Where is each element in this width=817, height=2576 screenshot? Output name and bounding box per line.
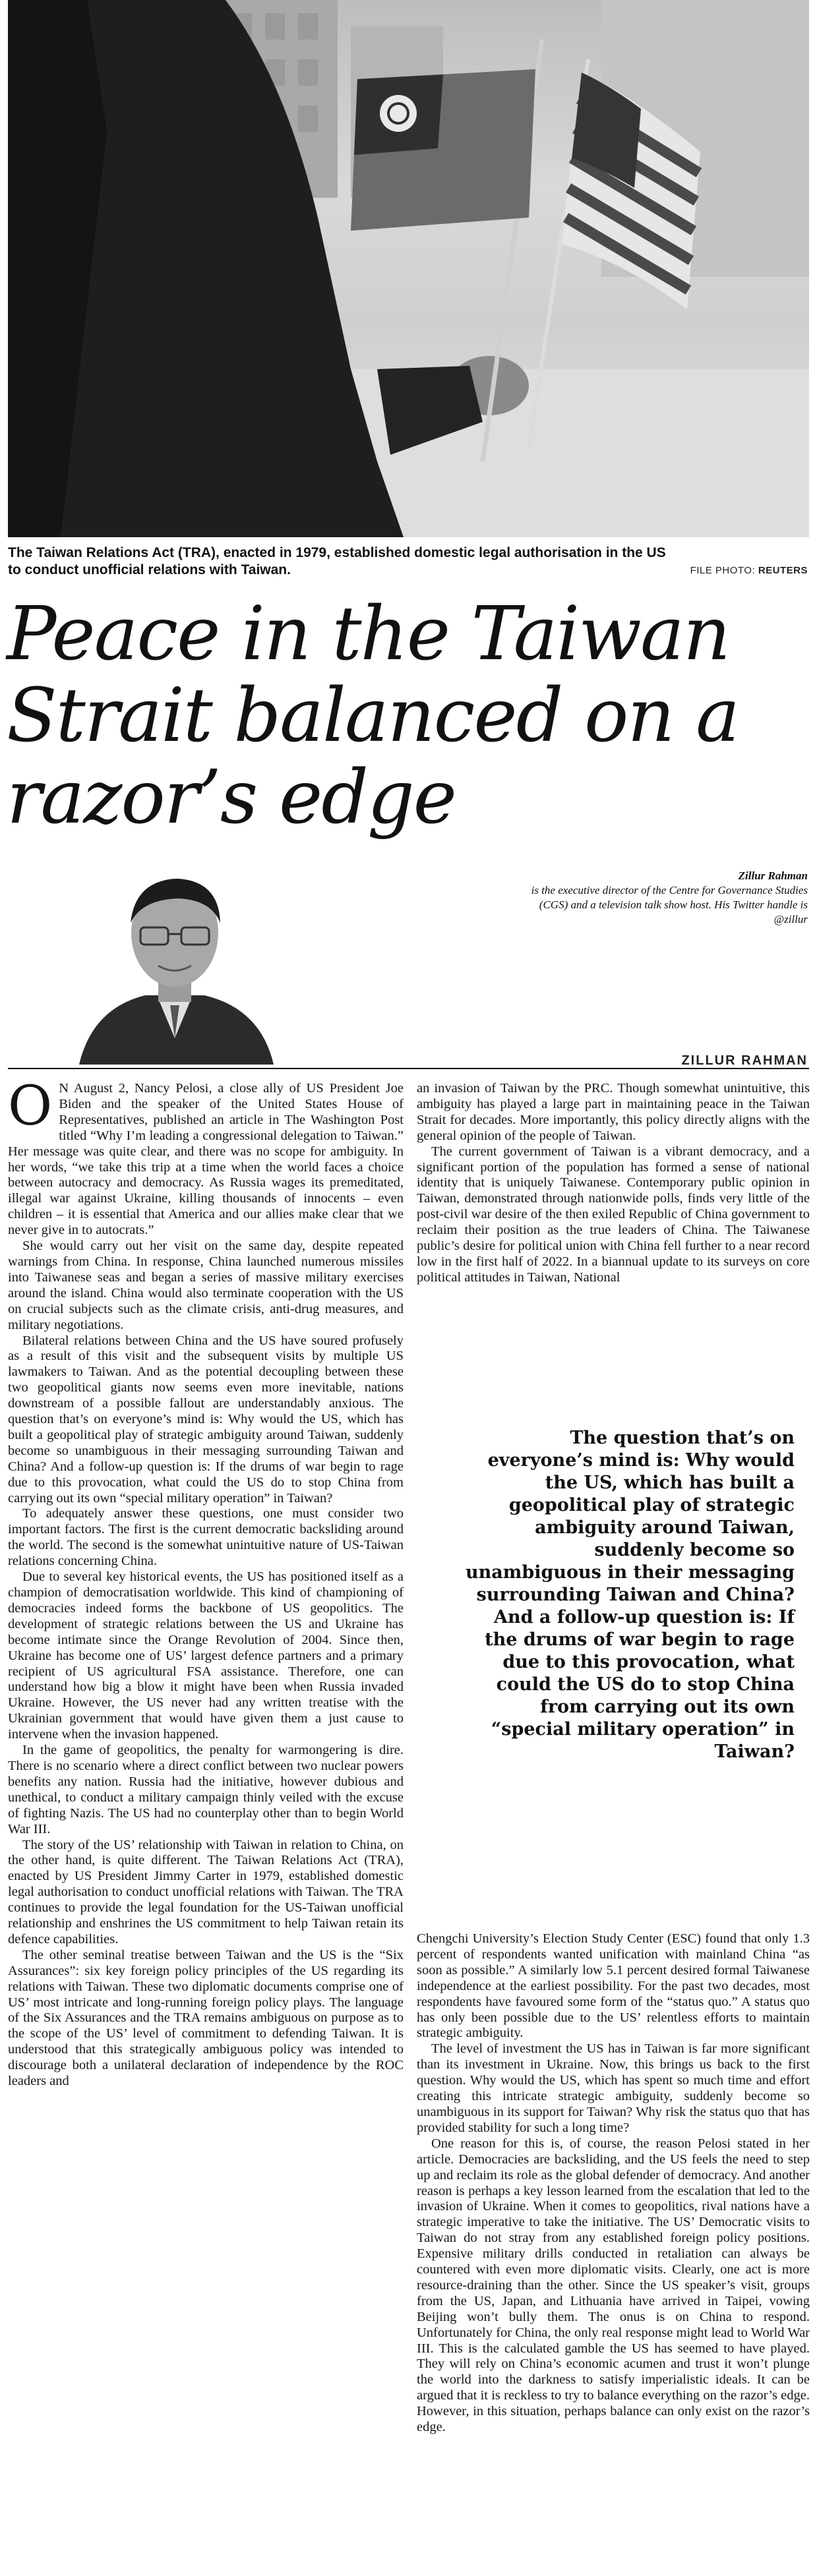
article-paragraph: Bilateral relations between China and the US have soured profusely as a result of this visit and the subsequent visits by multiple US lawmakers to Taiwan. And as the potential decoupling between these two geopolitical giants now seems even more inevitable, nations downstream of a possible fallout are understandably anxious. The question that’s on everyone’s mind is: Why would the US, which has built a geopolitical play of strategic ambiguity around Taiwan, suddenly become so unambiguous in their messaging surrounding Taiwan and China? And a follow-up question is: If the drums of war begin to rage due to this provocation, what could the US do to stop China from carrying out its own “special military operation” in Taiwan? <box>8 1333 404 1506</box>
headline <box>7 593 811 838</box>
flags-illustration <box>8 0 809 537</box>
article-paragraph: The story of the US’ relationship with Taiwan in relation to China, on the other hand, is quite different. The Taiwan Relations Act (TRA), enacted by US President Jimmy Carter in 1979, established domestic legal authorisation to conduct unofficial relations with Taiwan. The TRA continues to provide the legal foundation for the US-Taiwan unofficial relationship and enshrines the US commitment to help Taiwan retain its defence capabilities. <box>8 1837 404 1947</box>
photo-credit <box>690 565 808 576</box>
author-portrait-illustration <box>73 867 277 1065</box>
author-bio <box>524 869 808 927</box>
article-column-left <box>8 1075 404 2090</box>
headline-line-2: Strait balanced on a <box>7 673 739 759</box>
article-paragraph <box>8 1075 404 1239</box>
photo-credit-prefix: FILE PHOTO: <box>690 565 756 576</box>
author-photo <box>73 867 277 1065</box>
article-column-right-bottom <box>417 1931 810 2436</box>
photo-caption: The Taiwan Relations Act (TRA), enacted in 1979, established domestic legal authorisation in the US to conduct unofficial relations with Taiwan. <box>8 545 666 577</box>
article-paragraph: To adequately answer these questions, one must consider two important factors. The first is the current democratic backsliding around the world. The second is the somewhat unintuitive nature of US-Taiwan relations concerning China. <box>8 1506 404 1569</box>
pull-quote: The question that’s on everyone’s mind is: Why would the US, which has built a geopolitical play of strategic ambiguity around Taiwan, suddenly become so unambiguous in their messaging surrounding Taiwan and China? And a follow-up question is: If the drums of war begin to rage due to this provocation, what could the US do to stop China from carrying out its own “special military operation” in Taiwan? <box>466 1428 795 1762</box>
author-bio-name: Zillur Rahman <box>738 869 808 882</box>
article-paragraph: Chengchi University’s Election Study Center (ESC) found that only 1.3 percent of respondents wanted unification with mainland China “as soon as possible.” A similarly low 5.1 percent desired formal Taiwanese independence at the earliest possibility. For the past two decades, most respondents have favoured some form of the “status quo.” A status quo has only been possible due to the US’ relentless efforts to maintain strategic ambiguity. <box>417 1931 810 2041</box>
article-paragraph: In the game of geopolitics, the penalty for warmongering is dire. There is no scenario where a direct conflict between two nuclear powers benefits any nation. Russia had the initiative, however dubious and unethical, to conduct a military campaign thinly veiled with the excuse of fighting Nazis. The US had no counterplay other than to begin World War III. <box>8 1743 404 1836</box>
article-column-right-top <box>417 1081 810 1286</box>
article-paragraph: The other seminal treatise between Taiwan and the US is the “Six Assurances”: six key foreign policy principles of the US regarding its relations with Taiwan. These two diplomatic documents comprise one of US’ most intricate and long-running foreign policy plays. The language of the Six Assurances and the TRA remains ambiguous on purpose as to the scope of the US’ level of commitment to defending Taiwan. It is understood that this strategically ambiguous policy was intended to discourage both a unilateral declaration of independence by the ROC leaders and <box>8 1947 404 2089</box>
author-bio-text: is the executive director of the Centre for Governance Studies (CGS) and a television talk show host. His Twitter handle is @zillur <box>531 884 808 925</box>
drop-cap: O <box>8 1075 53 1138</box>
byline: ZILLUR RAHMAN <box>681 1053 808 1068</box>
photo-credit-source: REUTERS <box>758 565 808 576</box>
paragraph-text: N August 2, Nancy Pelosi, a close ally of US President Joe Biden and the speaker of the United States House of Representatives, published an article in The Washington Post titled “Why I’m leading a congressional delegation to Taiwan.” Her message was quite clear, and there was no scope for ambiguity. In her words, “we take this trip at a time when the world faces a choice between autocracy and democracy. As Russia wages its premeditated, illegal war against Ukraine, killing thousands of innocents – even children – it is essential that America and our allies make clear that we never give in to autocrats.” <box>8 1081 404 1238</box>
article-paragraph: an invasion of Taiwan by the PRC. Though somewhat unintuitive, this ambiguity has played a large part in maintaining peace in the Taiwan Strait for decades. More importantly, this policy directly aligns with the general opinion of the people of Taiwan. <box>417 1081 810 1143</box>
article-paragraph: The current government of Taiwan is a vibrant democracy, and a significant portion of the population has formed a sense of national identity that is uniquely Taiwanese. Contemporary public opinion in Taiwan, demonstrated through nationwide polls, finds very little of the post-civil war desire of the then exiled Republic of China government to reclaim their position as the true leaders of China. The Taiwanese public’s desire for political union with China fell further to a near record low in the first half of 2022. In a biannual update to its surveys on core political attitudes in Taiwan, National <box>417 1144 810 1285</box>
article-paragraph: The level of investment the US has in Taiwan is far more significant than its investment in Ukraine. Now, this brings us back to the first question. Why would the US, which has spent so much time and effort creating this intricate strategic ambiguity, suddenly become so unambiguous in its support for Taiwan? Why risk the status quo that has provided stability for such a long time? <box>417 2041 810 2135</box>
article-paragraph: One reason for this is, of course, the reason Pelosi stated in her article. Democracies are backsliding, and the US feels the need to step up and reclaim its role as the global defender of democracy. And another reason is perhaps a key lesson learned from the escalation that led to the invasion of Ukraine. When it comes to geopolitics, rival nations have a strategic imperative to take the initiative. The US’ Democratic visits to Taiwan do not stray from any established foreign policy positions. Expensive military drills conducted in retaliation can always be countered with even more diplomatic visits. Clearly, one act is more resource-draining than the other. Since the US speaker’s visit, groups from the US, Japan, and Lithuania have arrived in Taipei, vowing Beijing won’t bully them. The onus is on China to respond. Unfortunately for China, the only real response might lead to World War III. This is the calculated gamble the US has seemed to have played. They will rely on China’s economic acumen and trust it won’t plunge the world into the darkness to satisfy imperialistic ideals. It can be argued that it is reckless to try to balance everything on the razor’s edge. However, in this situation, perhaps balance can only exist on the razor’s edge. <box>417 2136 810 2435</box>
headline-line-3: razor’s edge <box>7 755 456 840</box>
article-paragraph: Due to several key historical events, the US has positioned itself as a champion of democratisation worldwide. This kind of championing of democracies indeed forms the backbone of US geopolitics. The development of strategic relations between the US and Ukraine has become intimate since the Orange Revolution of 2004. Since then, Ukraine has become one of US’ largest defence partners and a primary recipient of US agricultural FSA assistance. Therefore, one can understand how big a blow it might have been when Russia invaded Ukraine. However, the US never had any written treatise with the Ukrainian government that would have given them a just cause to intervene when the invasion happened. <box>8 1569 404 1742</box>
article-paragraph: She would carry out her visit on the same day, despite repeated warnings from China. In response, China launched numerous missiles into Taiwanese seas and began a series of massive military exercises around the island. China would also terminate cooperation with the US on crucial subjects such as the climate crisis, anti-drug measures, and military negotiations. <box>8 1239 404 1332</box>
headline-line-1: Peace in the Taiwan <box>7 591 729 677</box>
hero-photo <box>8 0 809 537</box>
byline-rule <box>8 1068 809 1069</box>
